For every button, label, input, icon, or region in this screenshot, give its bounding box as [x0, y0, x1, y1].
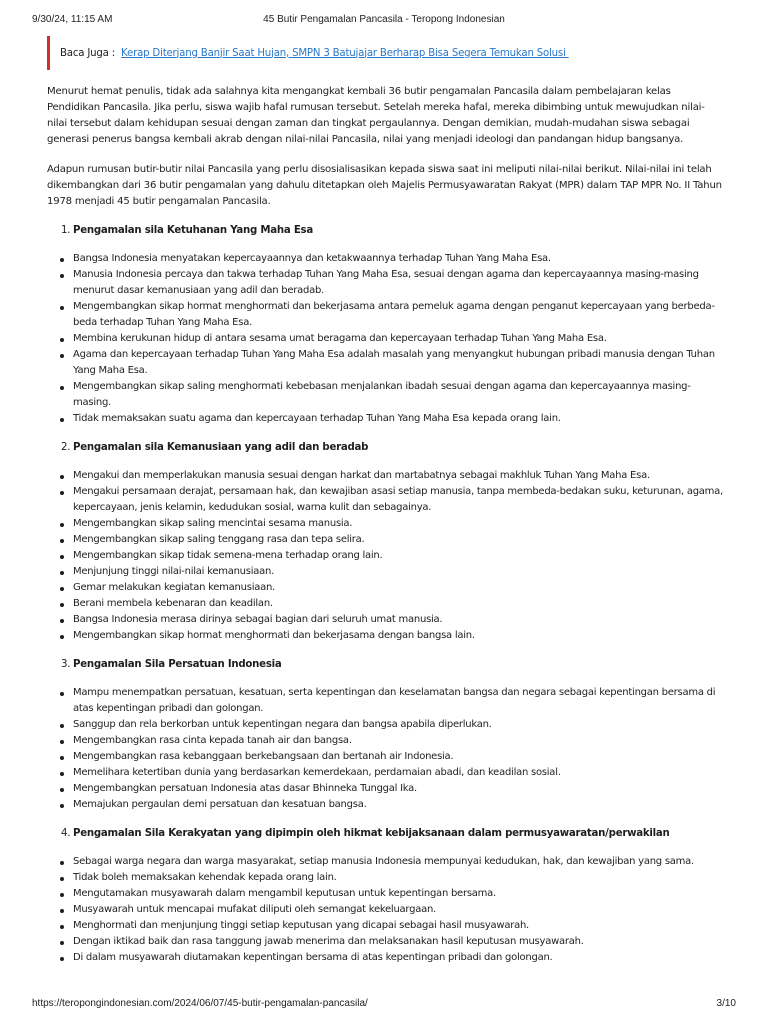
- bullet-icon: [60, 941, 64, 945]
- list-item: [47, 685, 723, 717]
- list-item-text: Dengan iktikad baik dan rasa tanggung jawab menerima dan melaksanakan hasil keputusan musyawarah.: [73, 936, 584, 947]
- baca-juga-label: Baca Juga :: [60, 47, 122, 59]
- bullet-icon: [60, 555, 64, 559]
- list-item: [47, 580, 723, 596]
- list-item-text: Mengutamakan musyawarah dalam mengambil keputusan untuk kepentingan bersama.: [73, 888, 496, 899]
- list-item-text: Mengakui persamaan derajat, persamaan hak, dan kewajiban asasi setiap manusia, tanpa membeda-bedakan suku, keturunan, agama, kepercayaan, jenis kelamin, kedudukan sosial, warna kulit dan sebagainya.: [73, 486, 723, 513]
- list-item-text: Tidak memaksakan suatu agama dan kepercayaan terhadap Tuhan Yang Maha Esa kepada orang lain.: [73, 413, 561, 424]
- list-item-text: Gemar melakukan kegiatan kemanusiaan.: [73, 582, 275, 593]
- list-item: [47, 347, 723, 379]
- bullet-list: [47, 251, 723, 427]
- bullet-list: [47, 468, 723, 644]
- bullet-icon: [60, 619, 64, 623]
- list-item: [47, 854, 723, 870]
- bullet-icon: [60, 635, 64, 639]
- article-paragraph: Adapun rumusan butir-butir nilai Pancasila yang perlu disosialisasikan kepada siswa saat ini meliputi nilai-nilai berikut. Nilai-nilai ini telah dikembangkan dari 36 butir pengamalan yang dahulu ditetapkan oleh Majelis Permusyawaratan Rakyat (MPR) dalam TAP MPR No. II Tahun 1978 menjadi 45 butir pengamalan Pancasila.: [47, 164, 722, 207]
- bullet-icon: [60, 418, 64, 422]
- list-item: [47, 934, 723, 950]
- list-item-text: Membina kerukunan hidup di antara sesama umat beragama dan kepercayaan terhadap Tuhan Yang Maha Esa.: [73, 333, 607, 344]
- print-footer: [32, 998, 736, 1012]
- list-item-text: Di dalam musyawarah diutamakan kepentingan bersama di atas kepentingan pribadi dan golongan.: [73, 952, 553, 963]
- section-heading: [47, 440, 723, 456]
- list-item: [47, 612, 723, 628]
- list-item-text: Mengakui dan memperlakukan manusia sesuai dengan harkat dan martabatnya sebagai makhluk Tuhan Yang Maha Esa.: [73, 470, 650, 481]
- bullet-icon: [60, 804, 64, 808]
- section-number: 1.: [61, 225, 71, 236]
- list-item: [47, 749, 723, 765]
- section-number: 2.: [61, 442, 71, 453]
- list-item: [47, 267, 723, 299]
- list-item-text: Memelihara ketertiban dunia yang berdasarkan kemerdekaan, perdamaian abadi, dan keadilan sosial.: [73, 767, 561, 778]
- bullet-icon: [60, 603, 64, 607]
- bullet-icon: [60, 861, 64, 865]
- print-timestamp: 9/30/24, 11:15 AM: [32, 14, 113, 25]
- list-item-text: Bangsa Indonesia merasa dirinya sebagai bagian dari seluruh umat manusia.: [73, 614, 443, 625]
- bullet-icon: [60, 772, 64, 776]
- bullet-list: [47, 854, 723, 966]
- bullet-icon: [60, 925, 64, 929]
- list-item-text: Mengembangkan sikap saling tenggang rasa dan tepa selira.: [73, 534, 365, 545]
- list-item-text: Mengembangkan sikap saling mencintai sesama manusia.: [73, 518, 353, 529]
- list-item: [47, 564, 723, 580]
- list-item-text: Menjunjung tinggi nilai-nilai kemanusiaan.: [73, 566, 275, 577]
- list-item: [47, 596, 723, 612]
- section-heading: [47, 223, 723, 239]
- list-item: [47, 548, 723, 564]
- list-item-text: Mengembangkan persatuan Indonesia atas dasar Bhinneka Tunggal Ika.: [73, 783, 417, 794]
- bullet-icon: [60, 491, 64, 495]
- bullet-icon: [60, 571, 64, 575]
- list-item-text: Mengembangkan rasa cinta kepada tanah air dan bangsa.: [73, 735, 352, 746]
- print-page-title: 45 Butir Pengamalan Pancasila - Teropong Indonesian: [263, 14, 505, 25]
- section: [47, 223, 723, 427]
- sections-list: [47, 223, 723, 966]
- list-item-text: Mengembangkan sikap tidak semena-mena terhadap orang lain.: [73, 550, 383, 561]
- list-item: [47, 411, 723, 427]
- article-content: [47, 36, 723, 966]
- baca-juga-box: [47, 36, 723, 70]
- section-number: 3.: [61, 659, 71, 670]
- list-item-text: Berani membela kebenaran dan keadilan.: [73, 598, 273, 609]
- bullet-icon: [60, 692, 64, 696]
- list-item: [47, 797, 723, 813]
- list-item-text: Sanggup dan rela berkorban untuk kepentingan negara dan bangsa apabila diperlukan.: [73, 719, 492, 730]
- list-item: [47, 717, 723, 733]
- list-item: [47, 331, 723, 347]
- list-item: [47, 870, 723, 886]
- print-header: [32, 14, 736, 28]
- section-number: 4.: [61, 828, 71, 839]
- list-item-text: Mengembangkan sikap saling menghormati kebebasan menjalankan ibadah sesuai dengan agama dan kepercayaannya masing-masing.: [73, 381, 691, 408]
- bullet-icon: [60, 523, 64, 527]
- section-title: Pengamalan sila Ketuhanan Yang Maha Esa: [73, 225, 313, 236]
- print-page-number: 3/10: [716, 998, 736, 1009]
- baca-juga-link[interactable]: Kerap Diterjang Banjir Saat Hujan, SMPN 3 Batujajar Berharap Bisa Segera Temukan Solusi: [121, 47, 569, 59]
- list-item: [47, 484, 723, 516]
- list-item-text: Memajukan pergaulan demi persatuan dan kesatuan bangsa.: [73, 799, 367, 810]
- list-item-text: Bangsa Indonesia menyatakan kepercayaannya dan ketakwaannya terhadap Tuhan Yang Maha Esa.: [73, 253, 551, 264]
- bullet-icon: [60, 306, 64, 310]
- list-item: [47, 516, 723, 532]
- bullet-icon: [60, 258, 64, 262]
- list-item-text: Agama dan kepercayaan terhadap Tuhan Yang Maha Esa adalah masalah yang menyangkut hubungan pribadi manusia dengan Tuhan Yang Maha Esa.: [73, 349, 715, 376]
- bullet-icon: [60, 788, 64, 792]
- list-item: [47, 918, 723, 934]
- list-item: [47, 532, 723, 548]
- section-title: Pengamalan Sila Persatuan Indonesia: [73, 659, 282, 670]
- list-item-text: Manusia Indonesia percaya dan takwa terhadap Tuhan Yang Maha Esa, sesuai dengan agama dan kepercayaannya masing-masing menurut dasar kemanusiaan yang adil dan beradab.: [73, 269, 699, 296]
- bullet-icon: [60, 740, 64, 744]
- list-item-text: Sebagai warga negara dan warga masyarakat, setiap manusia Indonesia mempunyai kedudukan, hak, dan kewajiban yang sama.: [73, 856, 694, 867]
- list-item: [47, 379, 723, 411]
- list-item: [47, 902, 723, 918]
- list-item-text: Mengembangkan rasa kebanggaan berkebangsaan dan bertanah air Indonesia.: [73, 751, 454, 762]
- bullet-icon: [60, 587, 64, 591]
- section: [47, 826, 723, 966]
- list-item: [47, 251, 723, 267]
- section-heading: [47, 657, 723, 673]
- print-url: https://teropongindonesian.com/2024/06/07/45-butir-pengamalan-pancasila/: [32, 998, 368, 1009]
- list-item-text: Musyawarah untuk mencapai mufakat diliputi oleh semangat kekeluargaan.: [73, 904, 436, 915]
- section: [47, 657, 723, 813]
- bullet-icon: [60, 909, 64, 913]
- article-paragraph: Menurut hemat penulis, tidak ada salahnya kita mengangkat kembali 36 butir pengamalan Pancasila dalam pembelajaran kelas Pendidikan Pancasila. Jika perlu, siswa wajib hafal rumusan tersebut. Setelah mereka hafal, mereka dibimbing untuk mewujudkan nilai-nilai tersebut dalam kehidupan sesuai dengan zaman dan tingkat pergaulannya. Dengan demikian, mudah-mudahan siswa sebagai generasi penerus bangsa kembali akrab dengan nilai-nilai Pancasila, nilai yang menjadi ideologi dan pandangan hidup bangsanya.: [47, 86, 705, 145]
- list-item: [47, 781, 723, 797]
- list-item-text: Mampu menempatkan persatuan, kesatuan, serta kepentingan dan keselamatan bangsa dan negara sebagai kepentingan bersama di atas kepentingan pribadi dan golongan.: [73, 687, 716, 714]
- list-item: [47, 733, 723, 749]
- bullet-icon: [60, 354, 64, 358]
- list-item: [47, 468, 723, 484]
- bullet-icon: [60, 475, 64, 479]
- bullet-icon: [60, 724, 64, 728]
- list-item: [47, 299, 723, 331]
- bullet-icon: [60, 274, 64, 278]
- section-title: Pengamalan sila Kemanusiaan yang adil dan beradab: [73, 442, 369, 453]
- list-item-text: Mengembangkan sikap hormat menghormati dan bekerjasama dengan bangsa lain.: [73, 630, 475, 641]
- list-item: [47, 950, 723, 966]
- bullet-icon: [60, 756, 64, 760]
- list-item-text: Mengembangkan sikap hormat menghormati dan bekerjasama antara pemeluk agama dengan penganut kepercayaan yang berbeda-beda terhadap Tuhan Yang Maha Esa.: [73, 301, 715, 328]
- list-item: [47, 765, 723, 781]
- bullet-icon: [60, 893, 64, 897]
- list-item: [47, 886, 723, 902]
- list-item-text: Tidak boleh memaksakan kehendak kepada orang lain.: [73, 872, 337, 883]
- section: [47, 440, 723, 644]
- bullet-icon: [60, 877, 64, 881]
- bullet-list: [47, 685, 723, 813]
- bullet-icon: [60, 957, 64, 961]
- section-title: Pengamalan Sila Kerakyatan yang dipimpin oleh hikmat kebijaksanaan dalam permusyawaratan/perwakilan: [73, 828, 670, 839]
- bullet-icon: [60, 338, 64, 342]
- list-item: [47, 628, 723, 644]
- list-item-text: Menghormati dan menjunjung tinggi setiap keputusan yang dicapai sebagai hasil musyawarah.: [73, 920, 529, 931]
- bullet-icon: [60, 386, 64, 390]
- section-heading: [47, 826, 723, 842]
- bullet-icon: [60, 539, 64, 543]
